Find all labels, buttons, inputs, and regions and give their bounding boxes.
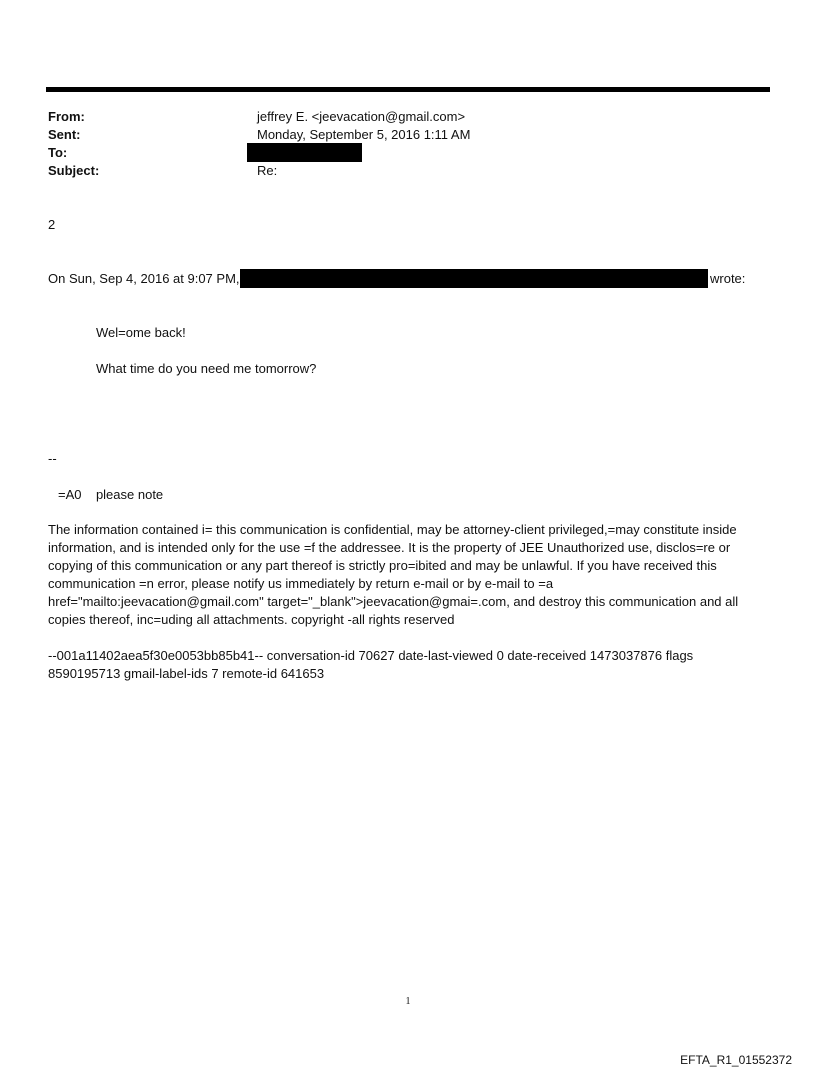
sender-redaction xyxy=(240,269,708,288)
from-value: jeffrey E. <jeevacation@gmail.com> xyxy=(257,109,466,124)
subject-value: Re: xyxy=(257,163,278,178)
disclaimer-paragraph: The information contained i= this communication is confidential, may be attorney-client privileged,=may constitute inside information, and is intended only for the use =f the addressee. It is the property of JEE Unauthorized use, disclos=re or copying of this communication or any part thereof is strictly pro=ibited and may be unlawful. If you have received this communication =n error, please notify us immediately by return e-mail or by e-mail to =a href="mailto:jeevacation@gmail.com" target="_blank">jeevacation@gmai=.com, and destroy this communication and all copies thereof, inc=uding all attachments. copyright -all rights reserved xyxy=(48,522,739,627)
reply-text: 2 xyxy=(48,217,56,232)
quoted-line-2: What time do you need me tomorrow? xyxy=(96,361,317,376)
subject-label: Subject: xyxy=(48,163,100,178)
from-label: From: xyxy=(48,109,85,124)
quote-intro-prefix: On Sun, Sep 4, 2016 at 9:07 PM, xyxy=(48,271,240,286)
metadata-paragraph: --001a11402aea5f30e0053bb85b41-- conversation-id 70627 date-last-viewed 0 date-received 1473037876 flags 8590195713 gmail-label-ids 7 remote-id 641653 xyxy=(48,648,694,681)
sent-label: Sent: xyxy=(48,127,81,142)
header-rule xyxy=(46,87,770,92)
page-number: 1 xyxy=(405,996,411,1007)
sent-value: Monday, September 5, 2016 1:11 AM xyxy=(257,127,471,142)
to-redaction xyxy=(247,143,362,162)
note-line: =A0 please note xyxy=(58,487,164,502)
document-id: EFTA_R1_01552372 xyxy=(680,1053,792,1067)
quoted-line-1: Wel=ome back! xyxy=(96,325,186,340)
signature-separator: -- xyxy=(48,451,57,466)
quote-intro-suffix: wrote: xyxy=(710,271,746,286)
to-label: To: xyxy=(48,145,68,160)
